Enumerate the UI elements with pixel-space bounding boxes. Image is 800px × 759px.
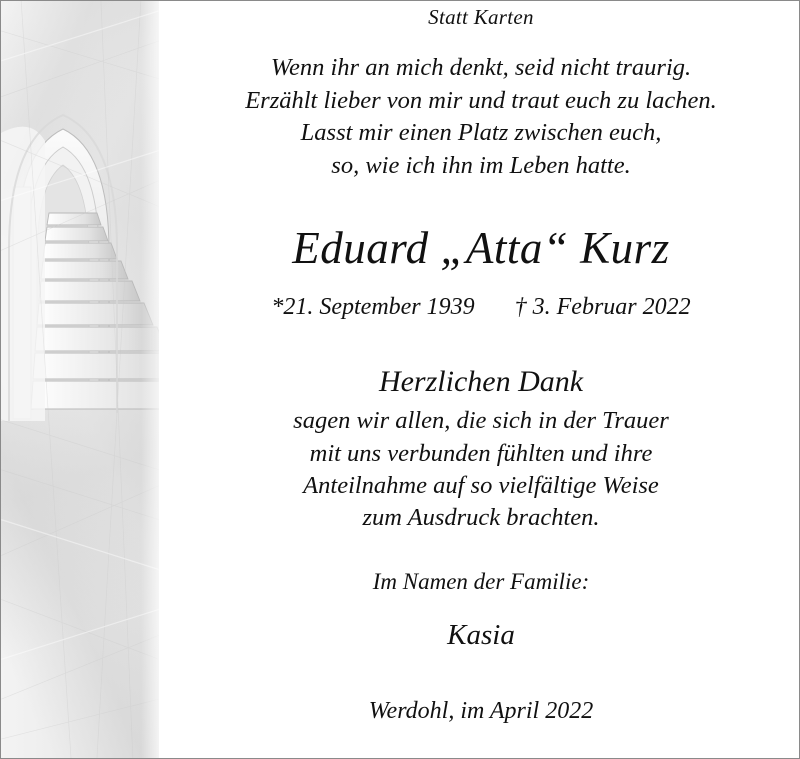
deceased-name: Eduard „Atta“ Kurz <box>292 223 670 274</box>
verse-block <box>161 52 800 182</box>
thanks-line-4: zum Ausdruck brachten. <box>362 504 600 532</box>
place-and-date: Werdohl, im April 2022 <box>368 697 594 724</box>
death-date: † 3. Februar 2022 <box>514 294 691 321</box>
family-label: Im Namen der Familie: <box>372 568 590 594</box>
thanks-line-1: sagen wir allen, die sich in der Trauer <box>293 407 669 435</box>
life-dates <box>161 294 800 321</box>
header-statt-karten: Statt Karten <box>428 5 534 29</box>
stairway-arch-image <box>1 1 159 758</box>
thanks-title: Herzlichen Dank <box>378 365 584 399</box>
notice-text <box>161 1 800 758</box>
texture-scratches <box>1 1 159 758</box>
verse-line-1: Wenn ihr an mich denkt, seid nicht traurig. <box>270 54 692 81</box>
verse-line-4: so, wie ich ihn im Leben hatte. <box>331 151 631 179</box>
verse-line-3: Lasst mir einen Platz zwischen euch, <box>300 119 662 147</box>
thanks-line-3: Anteilnahme auf so vielfältige Weise <box>303 471 659 499</box>
birth-date: *21. September 1939 <box>271 294 475 321</box>
thanks-body <box>161 405 800 534</box>
thanks-line-2: mit uns verbunden fühlten und ihre <box>309 439 653 467</box>
family-name: Kasia <box>447 618 515 651</box>
verse-line-2: Erzählt lieber von mir und traut euch zu lachen. <box>245 86 717 114</box>
